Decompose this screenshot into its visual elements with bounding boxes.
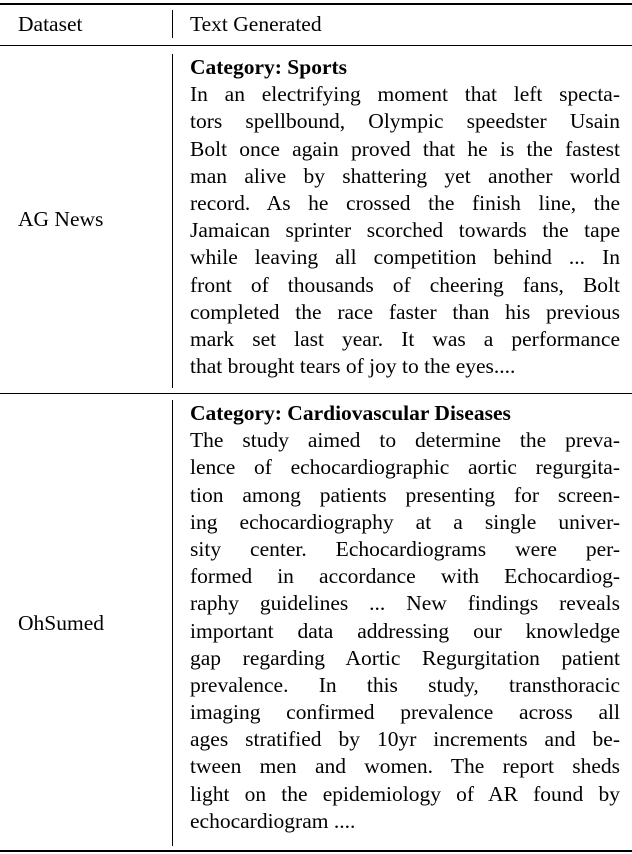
text-line: light on the epidemiology of AR found by [190, 781, 620, 806]
text-line: completed the race faster than his previous [190, 299, 620, 324]
row-column-divider [172, 54, 173, 388]
text-line: Jamaican sprinter scorched towards the tape [190, 218, 620, 243]
text-line: echocardiogram .... [190, 808, 356, 833]
text-line: mark set last year. It was a performance [190, 326, 620, 351]
text-line: man alive by shattering yet another world [190, 163, 620, 188]
header-column-divider [172, 10, 173, 38]
text-line: front of thousands of cheering fans, Bolt [190, 272, 620, 297]
dataset-ohsumed: OhSumed [18, 611, 104, 635]
generated-text-ohsumed [190, 400, 620, 835]
table-bottom-rule [0, 850, 632, 852]
text-line: tion among patients presenting for screen- [190, 482, 620, 507]
header-dataset: Dataset [18, 12, 83, 36]
header-text-generated: Text Generated [190, 12, 322, 36]
text-line: formed in accordance with Echocardiog- [190, 564, 620, 589]
text-line: gap regarding Aortic Regurgitation patient [190, 645, 620, 670]
text-line: tors spellbound, Olympic speedster Usain [190, 109, 620, 134]
text-line: The study aimed to determine the preva- [190, 428, 620, 453]
text-line: raphy guidelines ... New findings reveals [190, 591, 620, 616]
text-line: lence of echocardiographic aortic regurgita- [190, 455, 620, 480]
text-line: sity center. Echocardiograms were per- [190, 536, 620, 561]
text-line: tween men and women. The report sheds [190, 754, 620, 779]
text-line: prevalence. In this study, transthoracic [190, 672, 620, 697]
text-line: Bolt once again proved that he is the fastest [190, 136, 620, 161]
generated-text-ag-news [190, 54, 620, 380]
text-line: ing echocardiography at a single univer- [190, 509, 620, 534]
table-top-rule [0, 3, 632, 5]
row-column-divider [172, 400, 173, 846]
dataset-ag-news: AG News [18, 207, 104, 231]
text-line: while leaving all competition behind ... In [190, 245, 620, 270]
text-line: that brought tears of joy to the eyes.... [190, 354, 516, 379]
text-line: ages stratified by 10yr increments and be- [190, 727, 620, 752]
category-line: Category: Cardiovascular Diseases [190, 401, 511, 425]
text-line: In an electrifying moment that left specta- [190, 82, 620, 107]
category-line: Category: Sports [190, 55, 348, 79]
text-line: imaging confirmed prevalence across all [190, 700, 620, 725]
text-line: important data addressing our knowledge [190, 618, 620, 643]
header-rule [0, 45, 632, 46]
row-separator-rule [0, 393, 632, 394]
text-line: record. As he crossed the finish line, the [190, 190, 620, 215]
